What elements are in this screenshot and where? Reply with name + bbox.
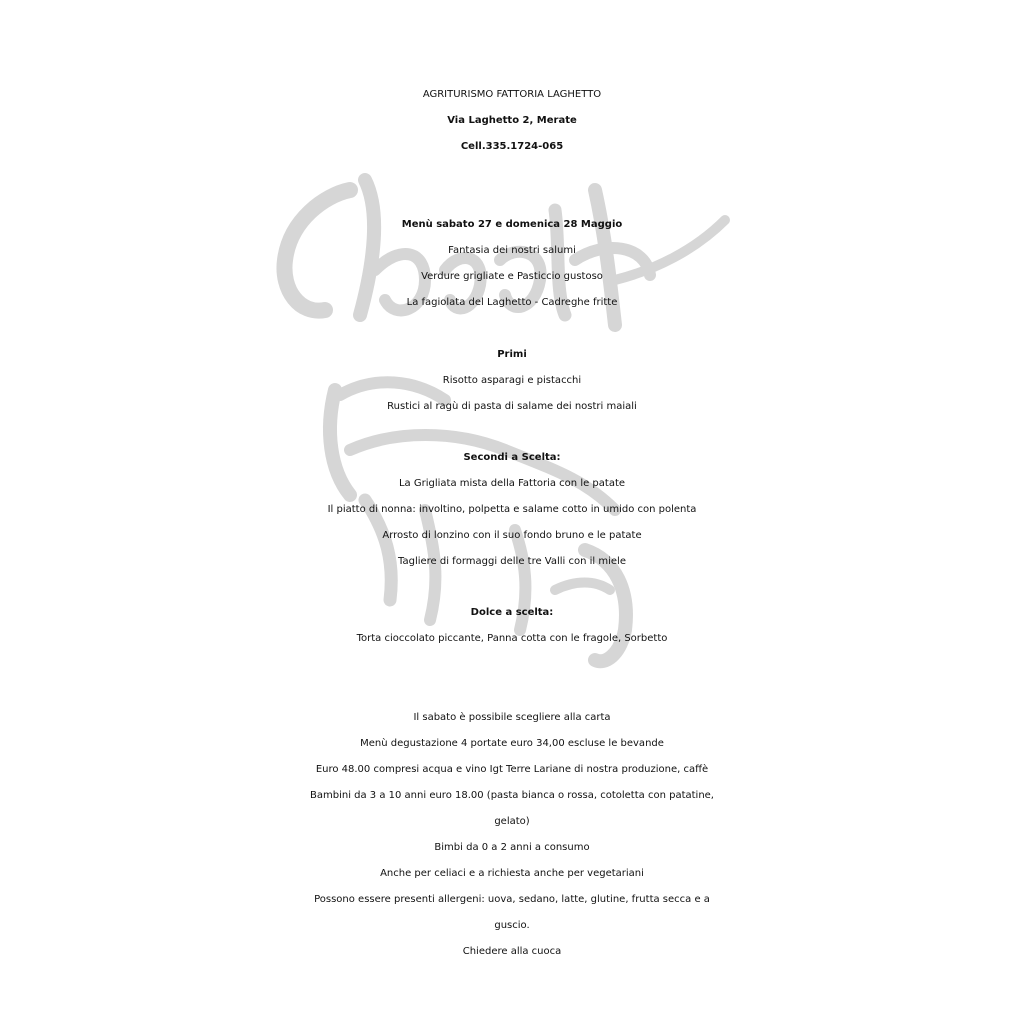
primi-heading: Primi: [497, 349, 527, 360]
note-line: Possono essere presenti allergeni: uova, sedano, latte, glutine, frutta secca e a: [314, 894, 710, 905]
antipasto-item: La fagiolata del Laghetto - Cadreghe fritte: [406, 297, 618, 308]
note-line: Il sabato è possibile scegliere alla carta: [413, 712, 611, 723]
note-line: Euro 48.00 compresi acqua e vino Igt Terre Lariane di nostra produzione, caffè: [315, 764, 709, 775]
farm-address: Via Laghetto 2, Merate: [447, 115, 577, 126]
note-line: guscio.: [494, 920, 530, 931]
antipasto-item: Verdure grigliate e Pasticcio gustoso: [421, 271, 603, 282]
primi-item: Risotto asparagi e pistacchi: [442, 375, 582, 386]
note-line: Bimbi da 0 a 2 anni a consumo: [434, 842, 590, 853]
dolce-heading: Dolce a scelta:: [470, 607, 554, 618]
dolce-item: Torta cioccolato piccante, Panna cotta con le fragole, Sorbetto: [356, 633, 668, 644]
farm-name: AGRITURISMO FATTORIA LAGHETTO: [422, 89, 602, 100]
secondi-heading: Secondi a Scelta:: [463, 452, 561, 463]
secondi-item: Arrosto di lonzino con il suo fondo bruno e le patate: [382, 530, 642, 541]
farm-phone: Cell.335.1724-065: [460, 141, 564, 152]
menu-title: Menù sabato 27 e domenica 28 Maggio: [401, 219, 623, 230]
note-line: Chiedere alla cuoca: [462, 946, 562, 957]
antipasto-item: Fantasia dei nostri salumi: [448, 245, 576, 256]
primi-item: Rustici al ragù di pasta di salame dei nostri maiali: [387, 401, 637, 412]
note-line: gelato): [494, 816, 530, 827]
note-line: Menù degustazione 4 portate euro 34,00 escluse le bevande: [360, 738, 664, 749]
secondi-item: Tagliere di formaggi delle tre Valli con il miele: [398, 556, 626, 567]
secondi-item: La Grigliata mista della Fattoria con le patate: [398, 478, 626, 489]
note-line: Bambini da 3 a 10 anni euro 18.00 (pasta bianca o rossa, cotoletta con patatine,: [310, 790, 714, 801]
secondi-item: Il piatto di nonna: involtino, polpetta e salame cotto in umido con polenta: [327, 504, 697, 515]
note-line: Anche per celiaci e a richiesta anche per vegetariani: [380, 868, 644, 879]
